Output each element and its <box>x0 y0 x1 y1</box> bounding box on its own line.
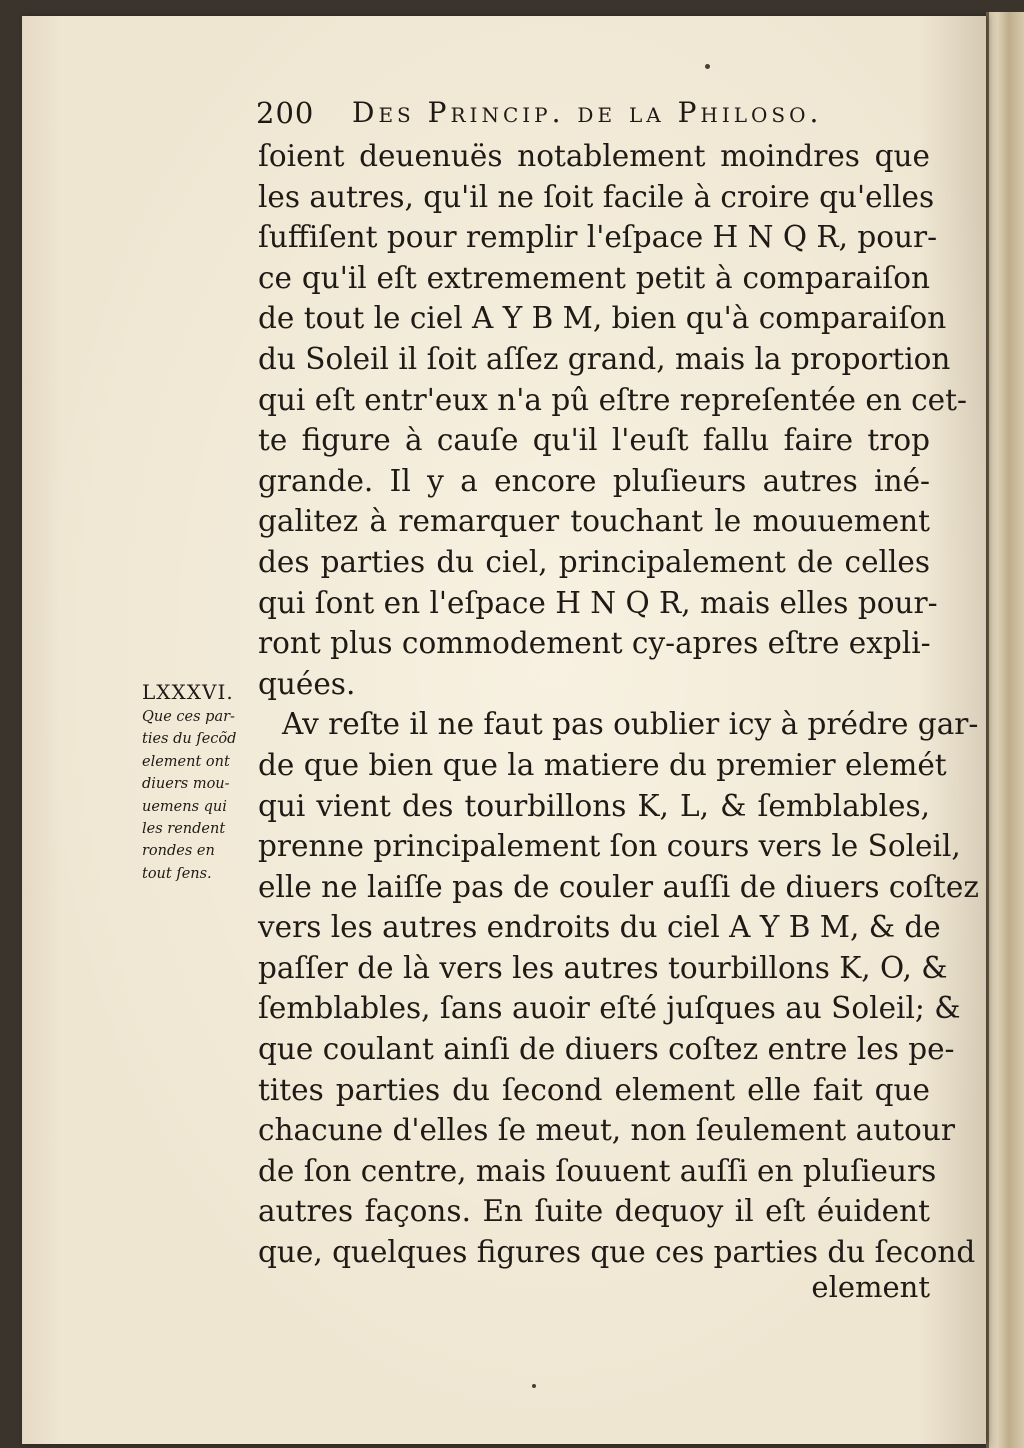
marginal-note-line: Que ces par- <box>142 709 235 725</box>
next-page-edge <box>986 12 1024 1448</box>
paper-speck <box>705 64 710 69</box>
page-number: 200 <box>256 96 315 130</box>
text-line-paragraph-start: Av reſte il ne faut pas oublier icy à prédre gar- <box>282 707 979 742</box>
text-line: qui ſont en l'eſpace H N Q R, mais elles pour- <box>258 585 938 620</box>
text-line: autres façons. En ſuite dequoy il eſt éuident <box>258 1194 930 1229</box>
text-line: tites parties du ſecond element elle fait que <box>258 1072 930 1107</box>
text-line: du Soleil il ſoit aſſez grand, mais la proportion <box>258 341 951 376</box>
text-line: chacune d'elles ſe meut, non ſeulement autour <box>258 1113 955 1148</box>
text-line: de que bien que la matiere du premier elemét <box>258 747 947 782</box>
text-line: que coulant ainſi de diuers coſtez entre les pe- <box>258 1032 955 1067</box>
text-line: vers les autres endroits du ciel A Y B M, & de <box>258 910 941 945</box>
marginal-note-line: uemens qui <box>142 798 227 815</box>
marginal-note <box>142 706 248 885</box>
text-line: galitez à remarquer touchant le mouuement <box>258 504 930 539</box>
text-line: grande. Il y a encore pluſieurs autres iné- <box>258 463 930 498</box>
text-line: ſuffiſent pour remplir l'eſpace H N Q R, pour- <box>258 220 938 255</box>
text-line: qui eſt entr'eux n'a pû eſtre repreſentée en cet- <box>258 382 967 417</box>
text-line: prenne principalement ſon cours vers le Soleil, <box>258 829 961 864</box>
text-line: de ſon centre, mais ſouuent auſſi en pluſieurs <box>258 1153 937 1188</box>
marginal-note-line: les rendent <box>142 821 226 838</box>
running-head: Des Princip. de la Philoso. <box>352 96 823 129</box>
page-header <box>256 96 920 140</box>
text-line: des parties du ciel, principalement de celles <box>258 544 930 579</box>
main-text-block <box>258 136 979 1273</box>
text-line: les autres, qu'il ne ſoit facile à croire qu'elles <box>258 179 935 214</box>
marginal-note-line: rondes en <box>142 843 215 860</box>
text-line: que, quelques figures que ces parties du ſecond <box>258 1235 976 1270</box>
catchword: element <box>811 1270 930 1304</box>
text-line: ſoient deuenuës notablement moindres que <box>258 139 930 173</box>
text-line: quées. <box>258 666 356 701</box>
marginal-note-line: diuers mou- <box>142 776 230 793</box>
text-line: elle ne laiſſe pas de couler auſſi de diuers coſtez <box>258 869 979 904</box>
text-line: ce qu'il eſt extremement petit à comparaiſon <box>258 260 930 295</box>
marginal-note-line: tout ſens. <box>142 865 212 882</box>
text-line: qui vient des tourbillons K, L, & ſemblables, <box>258 788 930 823</box>
text-line: ront plus commodement cy-apres eſtre expli- <box>258 626 931 661</box>
marginal-note-line: element ont <box>142 753 230 770</box>
marginal-note-line: ties du ſecõd <box>142 731 237 748</box>
page-gutter-shadow <box>986 12 989 1448</box>
text-line: ſemblables, ſans auoir eſté juſques au Soleil; & <box>258 991 961 1026</box>
text-line: de tout le ciel A Y B M, bien qu'à comparaiſon <box>258 301 947 336</box>
paper-speck <box>532 1384 536 1388</box>
text-line: te figure à cauſe qu'il l'euſt fallu faire trop <box>258 423 930 458</box>
article-number: LXXXVI. <box>142 680 234 704</box>
text-line: paſſer de là vers les autres tourbillons K, O, & <box>258 950 948 985</box>
